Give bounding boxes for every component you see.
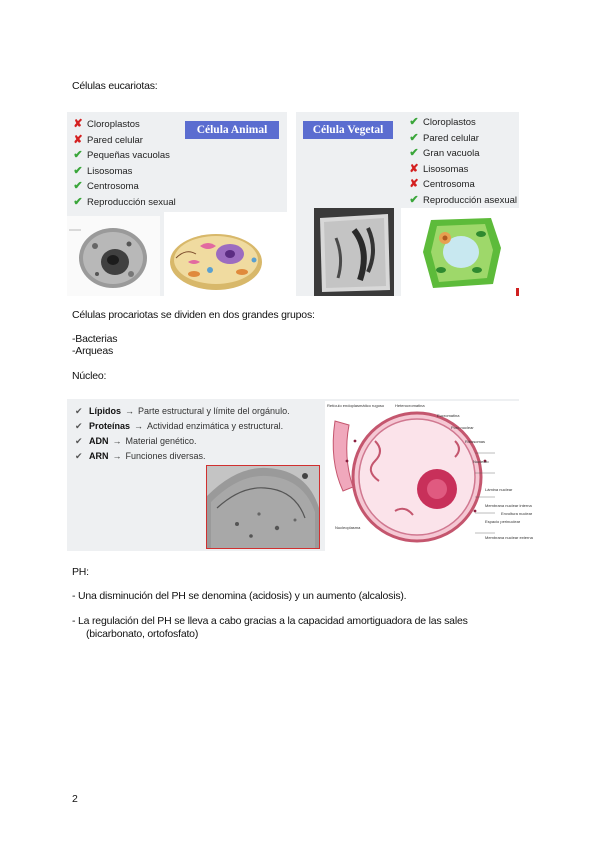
check-icon: ✔	[73, 149, 83, 161]
label-envoltura: Envoltura nuclear	[501, 511, 533, 516]
list-item: ✔ Gran vacuola	[409, 146, 517, 162]
label-ribosomas: Ribosomas	[465, 439, 486, 444]
plant-cell-diagram	[401, 208, 519, 296]
label-nucleoplasma: Nucleoplasma	[335, 525, 361, 530]
animal-cell-panel	[67, 112, 287, 296]
arrow-icon: →	[134, 421, 144, 431]
list-item: ✔ Reproducción sexual	[73, 195, 176, 211]
label-heterocromatina: Heterocromatina	[395, 403, 425, 408]
check-icon: ✔	[75, 421, 83, 431]
label-eucromatina: Eucromatina	[437, 413, 460, 418]
check-icon: ✔	[75, 436, 83, 446]
plant-cell-features	[409, 115, 517, 208]
list-item: ✔ Lípidos → Parte estructural y límite del orgánulo.	[75, 404, 290, 419]
label-reticulo: Retículo endoplasmático rugoso	[327, 403, 385, 408]
arrow-icon: →	[112, 436, 122, 446]
list-item: ✘ Pared celular	[73, 133, 176, 149]
list-item: ✔ Lisosomas	[73, 164, 176, 180]
check-icon: ✔	[73, 195, 83, 208]
list-item: ✘ Centrosoma	[409, 177, 517, 193]
list-item: ✔ Cloroplastos	[409, 115, 517, 131]
nucleus-components	[75, 404, 290, 464]
ph-point-regulation-continuation: (bicarbonato, ortofosfato)	[86, 628, 199, 640]
heading-eukaryotes: Células eucariotas:	[72, 80, 158, 92]
list-item: ✘ Cloroplastos	[73, 117, 176, 133]
heading-nucleus: Núcleo:	[72, 370, 107, 382]
page-number: 2	[72, 793, 78, 805]
check-icon: ✔	[409, 193, 419, 206]
list-item: ✔ Reproducción asexual	[409, 193, 517, 209]
prokaryote-group-archaea: -Arqueas	[72, 345, 114, 357]
label-poro: Poro nuclear	[451, 425, 474, 430]
cross-icon: ✘	[73, 118, 83, 130]
animal-cell-diagram	[164, 212, 287, 296]
label-membrana-externa: Membrana nuclear externa	[485, 535, 533, 540]
plant-cell-title: Célula Vegetal	[303, 121, 393, 139]
cross-icon: ✘	[409, 162, 419, 175]
list-item: ✔ ADN → Material genético.	[75, 434, 290, 449]
list-item: ✔ Centrosoma	[73, 179, 176, 195]
check-icon: ✔	[75, 451, 83, 461]
check-icon: ✔	[409, 131, 419, 144]
nucleus-panel	[67, 399, 533, 551]
cross-icon: ✘	[73, 133, 83, 146]
nucleus-micrograph	[206, 465, 320, 549]
list-item: ✔ Proteínas → Actividad enzimática y estructural.	[75, 419, 290, 434]
label-nucleolo: Nucleolo	[473, 459, 489, 464]
corner-mark	[516, 288, 519, 296]
plant-cell-micrograph	[314, 208, 394, 296]
check-icon: ✔	[73, 180, 83, 192]
label-espacio: Espacio perinuclear	[485, 519, 521, 524]
heading-prokaryotes: Células procariotas se dividen en dos grandes grupos:	[72, 309, 315, 321]
nucleus-diagram	[325, 401, 533, 551]
label-lamina: Lámina nuclear	[485, 487, 513, 492]
check-icon: ✔	[409, 116, 419, 128]
list-item: ✔ ARN → Funciones diversas.	[75, 449, 290, 464]
check-icon: ✔	[409, 147, 419, 159]
list-item: ✔ Pequeñas vacuolas	[73, 148, 176, 164]
animal-cell-title: Célula Animal	[185, 121, 279, 139]
check-icon: ✔	[73, 164, 83, 177]
list-item: ✘ Lisosomas	[409, 162, 517, 178]
ph-point-acidosis: - Una disminución del PH se denomina (acidosis) y un aumento (alcalosis).	[72, 590, 407, 602]
animal-cell-micrograph	[67, 216, 160, 296]
label-membrana-interna: Membrana nuclear interna	[485, 503, 532, 508]
plant-cell-panel	[296, 112, 519, 296]
list-item: ✔ Pared celular	[409, 131, 517, 147]
cross-icon: ✘	[409, 178, 419, 190]
prokaryote-group-bacteria: -Bacterias	[72, 333, 118, 345]
heading-ph: PH:	[72, 566, 89, 578]
animal-cell-features	[73, 117, 176, 210]
arrow-icon: →	[125, 406, 134, 416]
check-icon: ✔	[75, 406, 83, 416]
arrow-icon: →	[112, 451, 122, 461]
ph-point-regulation: - La regulación del PH se lleva a cabo gracias a la capacidad amortiguadora de las sales	[72, 615, 468, 627]
